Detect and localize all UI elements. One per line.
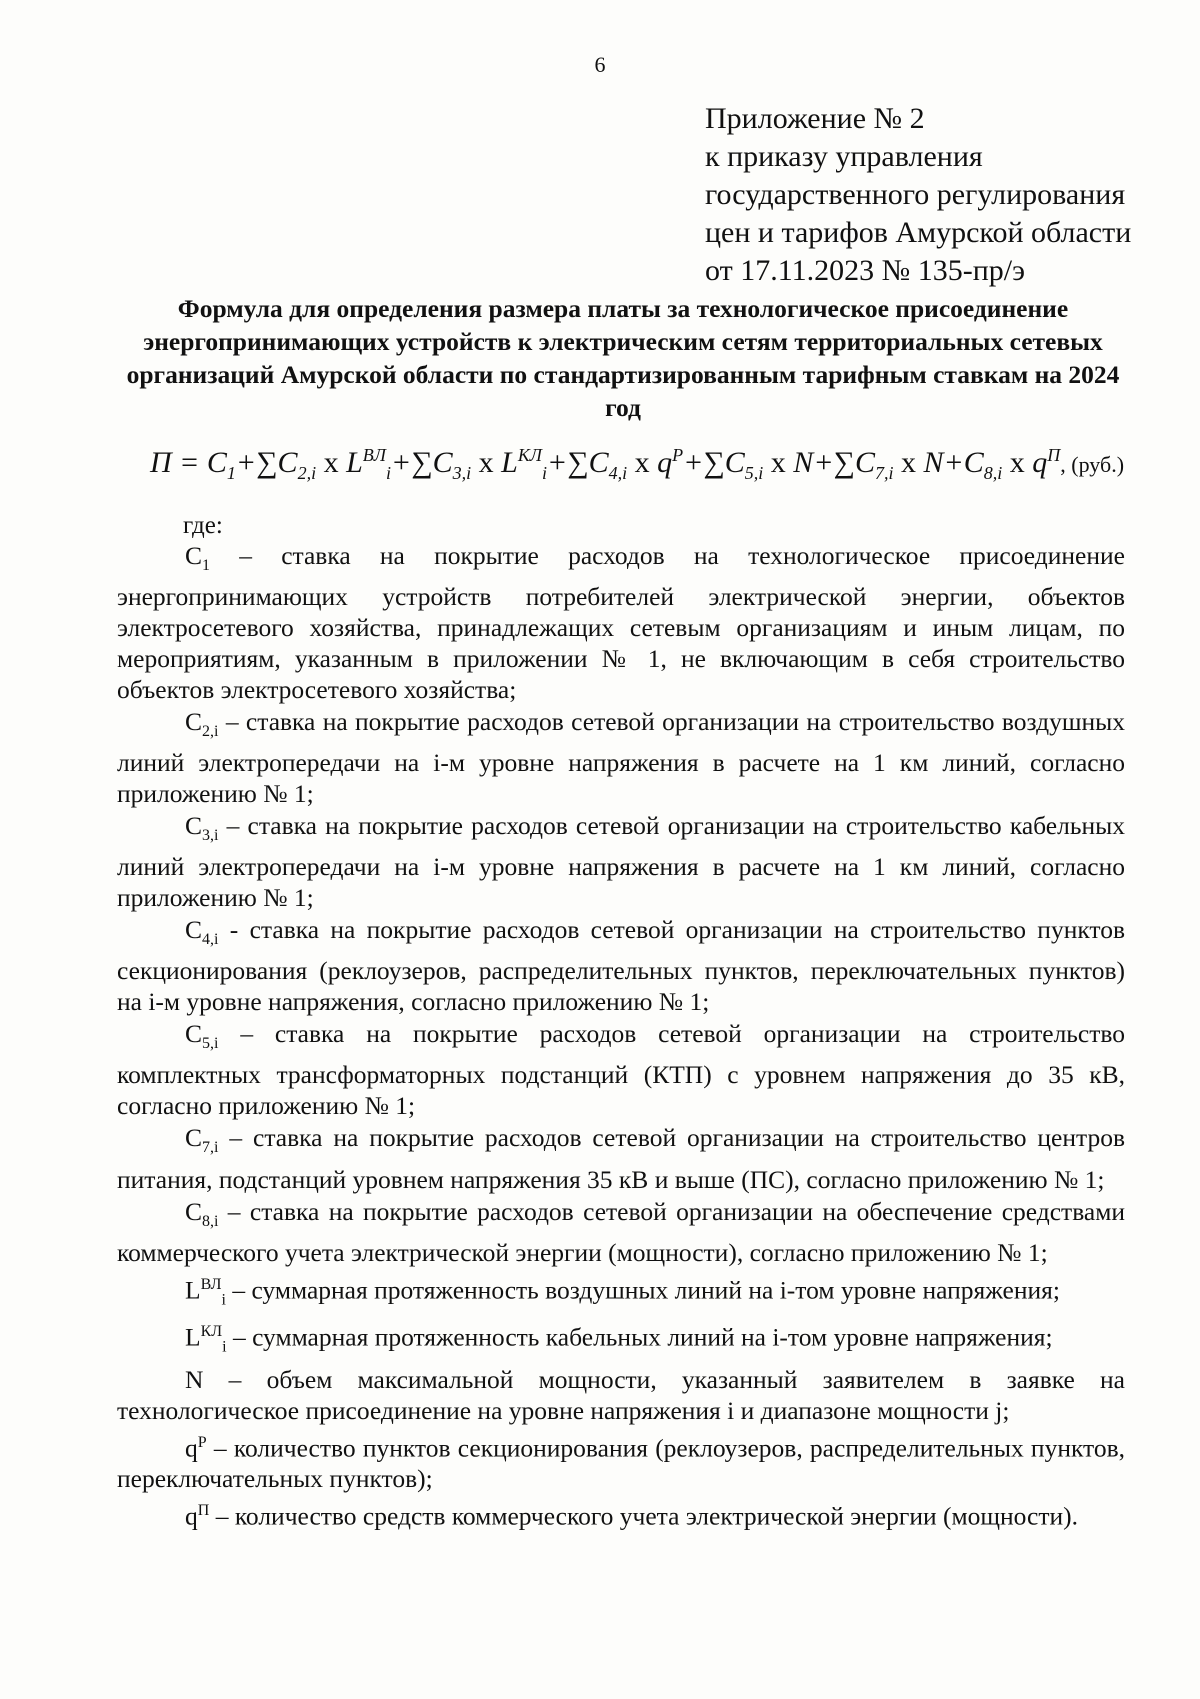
appendix-line: к приказу управления xyxy=(705,140,983,173)
definition-c7 xyxy=(117,1122,1125,1194)
appendix-line: Приложение № 2 xyxy=(705,102,925,135)
formula-times: x xyxy=(893,446,924,479)
formula-part: +∑С xyxy=(813,446,875,479)
definition-sub: 4,i xyxy=(202,931,219,949)
formula-part: L xyxy=(346,446,363,479)
formula-times: x xyxy=(471,446,502,479)
definitions-list xyxy=(117,540,1125,1533)
definition-symbol: N xyxy=(185,1364,204,1394)
definition-symbol: q xyxy=(185,1433,198,1463)
formula-sup: ВЛ xyxy=(362,445,386,465)
formula-times: x xyxy=(316,446,347,479)
appendix-header xyxy=(705,100,1131,290)
definition-text: – ставка на покрытие расходов на технологическое присоединение энергопринимающих устройств потребителей электрической энергии, объектов электросетевого хозяйства, принадлежащих сетевым организациям и иным лицам, по мероприятиям, указанным в приложении № 1, не включающим в себя строительство объектов электросетевого хозяйства; xyxy=(117,541,1125,705)
formula-unit: , (руб.) xyxy=(1060,452,1125,477)
definition-sub: i xyxy=(222,1338,227,1356)
definition-sub: 7,i xyxy=(202,1139,219,1157)
formula-sub: 3,i xyxy=(452,463,472,483)
formula-sub: i xyxy=(541,463,547,483)
definition-text: – количество средств коммерческого учета электрической энергии (мощности). xyxy=(209,1501,1079,1531)
definition-sub: i xyxy=(221,1291,226,1309)
definition-sup: Р xyxy=(197,1433,207,1451)
formula-part: +∑С xyxy=(390,446,453,479)
definition-text: – ставка на покрытие расходов сетевой организации на строительство центров питания, подстанций уровнем напряжения 35 кВ и выше (ПС), согласно приложению № 1; xyxy=(117,1123,1125,1194)
formula-sub: 7,i xyxy=(874,463,894,483)
definition-q-r xyxy=(117,1427,1125,1495)
formula-sup: Р xyxy=(672,445,684,465)
definition-c1 xyxy=(117,540,1125,705)
definition-symbol: С xyxy=(185,1196,203,1226)
definition-text: – ставка на покрытие расходов сетевой организации на обеспечение средствами коммерческого учета электрической энергии (мощности), согласно приложению № 1; xyxy=(117,1196,1125,1267)
definition-symbol: С xyxy=(185,1123,203,1153)
definition-symbol: С xyxy=(185,1019,203,1049)
formula-times: x xyxy=(627,446,658,479)
formula-part: +∑С xyxy=(546,446,609,479)
definition-sup: П xyxy=(197,1502,210,1520)
definition-symbol: L xyxy=(185,1275,201,1305)
definition-sub: 8,i xyxy=(202,1212,219,1230)
definition-symbol: С xyxy=(185,915,203,945)
definition-sub: 2,i xyxy=(202,723,219,741)
formula-part: +∑С xyxy=(235,446,298,479)
definition-c4 xyxy=(117,914,1125,1017)
formula-part: П = С xyxy=(150,446,227,479)
formula-sub: 8,i xyxy=(983,463,1003,483)
definition-c2 xyxy=(117,706,1125,809)
definition-symbol: С xyxy=(185,541,203,570)
formula-part: N xyxy=(793,446,814,479)
formula-part: +∑С xyxy=(683,446,745,479)
definition-text: – ставка на покрытие расходов сетевой организации на строительство кабельных линий электропередачи на i-м уровне напряжения в расчете на 1 км линий, согласно приложению № 1; xyxy=(117,811,1125,913)
definition-sub: 5,i xyxy=(202,1035,219,1053)
definition-text: – ставка на покрытие расходов сетевой организации на строительство комплектных трансформаторных подстанций (КТП) с уровнем напряжения до 35 кВ, согласно приложению № 1; xyxy=(117,1019,1125,1121)
definition-symbol: С xyxy=(185,707,203,737)
definition-text: – объем максимальной мощности, указанный заявителем в заявке на технологическое присоединение на уровне напряжения i и диапазоне мощности j; xyxy=(117,1364,1125,1425)
formula-part: +С xyxy=(943,446,984,479)
formula-sub: 1 xyxy=(226,463,236,483)
definition-sup: ВЛ xyxy=(200,1275,222,1293)
definition-text: – ставка на покрытие расходов сетевой организации на строительство воздушных линий электропередачи на i-м уровне напряжения в расчете на 1 км линий, согласно приложению № 1; xyxy=(117,707,1125,809)
appendix-line: цен и тарифов Амурской области xyxy=(705,216,1132,249)
formula-sub: 4,i xyxy=(608,463,628,483)
formula-times: x xyxy=(763,446,794,479)
definition-n xyxy=(117,1364,1125,1426)
definition-text: - ставка на покрытие расходов сетевой организации на строительство пунктов секционирования (реклоузеров, распределительных пунктов, переключательных пунктов) на i-м уровне напряжения, согласно приложению № 1; xyxy=(117,915,1125,1017)
definition-c5 xyxy=(117,1018,1125,1121)
definition-symbol: L xyxy=(185,1322,201,1352)
appendix-line: от 17.11.2023 № 135-пр/э xyxy=(705,254,1025,287)
formula xyxy=(150,445,1150,484)
definition-l-vl xyxy=(117,1269,1125,1316)
formula-sub: i xyxy=(385,463,391,483)
definition-text: – суммарная протяженность воздушных линий на i-том уровне напряжения; xyxy=(225,1275,1060,1305)
formula-part: q xyxy=(1032,446,1048,479)
definition-c3 xyxy=(117,810,1125,913)
definition-sub: 3,i xyxy=(202,827,219,845)
definition-c8 xyxy=(117,1196,1125,1268)
formula-sub: 5,i xyxy=(744,463,764,483)
document-title: Формула для определения размера платы за технологическое присоединение энергопринимающих устройств к электрическим сетям территориальных сетевых организаций Амурской области по стандартизированным тарифным ставкам на 2024 год xyxy=(126,294,1120,422)
formula-sup: КЛ xyxy=(517,445,542,465)
appendix-line: государственного регулирования xyxy=(705,178,1126,211)
formula-part: L xyxy=(501,446,518,479)
definition-text: – суммарная протяженность кабельных линий на i-том уровне напряжения; xyxy=(226,1322,1053,1352)
definition-symbol: q xyxy=(185,1501,198,1531)
formula-part: N xyxy=(923,446,944,479)
formula-part: q xyxy=(657,446,673,479)
formula-sup: П xyxy=(1047,445,1061,465)
definition-sub: 1 xyxy=(202,557,211,575)
formula-sub: 2,i xyxy=(297,463,317,483)
where-label: где: xyxy=(183,512,223,539)
page-number: 6 xyxy=(594,52,606,77)
definition-text: – количество пунктов секционирования (реклоузеров, распределительных пунктов, переключательных пунктов); xyxy=(117,1433,1125,1494)
definition-q-p xyxy=(117,1495,1125,1532)
definition-symbol: С xyxy=(185,811,203,841)
formula-times: x xyxy=(1002,446,1033,479)
definition-sup: КЛ xyxy=(200,1323,223,1341)
definition-l-kl xyxy=(117,1316,1125,1363)
